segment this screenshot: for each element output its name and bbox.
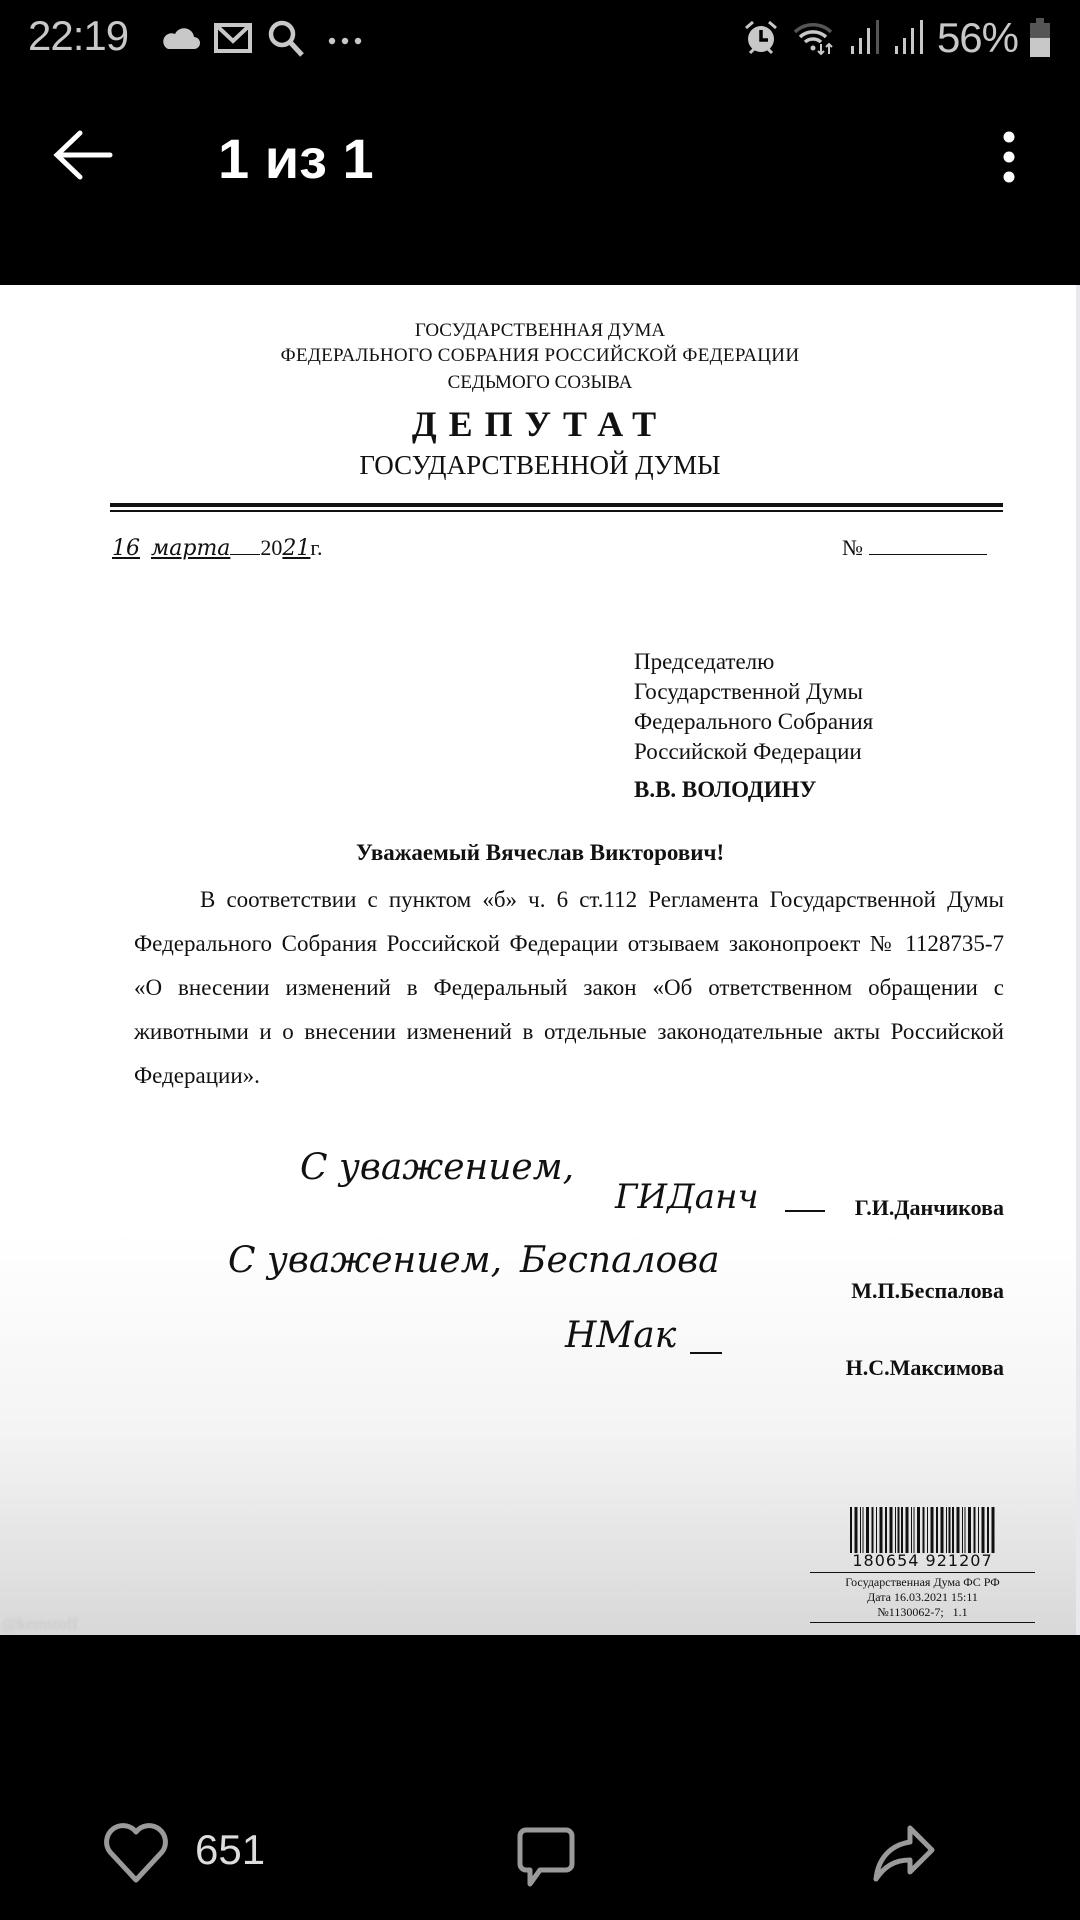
stamp-reg-number: №1130062-7; 1.1 (877, 1605, 968, 1619)
doc-title: ДЕПУТАТ (411, 404, 669, 444)
search-icon (266, 18, 306, 58)
comment-icon[interactable] (516, 1826, 576, 1888)
barcode-bar (956, 1507, 959, 1553)
barcode-bar (901, 1507, 903, 1553)
handwritten-greeting: С уважением, (228, 1240, 503, 1281)
mail-icon (214, 23, 252, 53)
addressee-block (634, 647, 873, 767)
handwritten-signature: Беспалова (520, 1240, 720, 1281)
barcode-bar (866, 1507, 869, 1553)
more-dots-icon (320, 23, 370, 53)
barcode-bar (850, 1507, 852, 1553)
barcode-bar (946, 1507, 947, 1553)
date-year-prefix: 20 (260, 535, 283, 560)
barcode-number: 180654 921207 (852, 1551, 993, 1570)
battery-percent: 56% (936, 14, 1018, 61)
addressee-name: В.В. ВОЛОДИНУ (634, 777, 817, 802)
battery-icon (1028, 18, 1052, 58)
barcode-bar (978, 1507, 979, 1553)
arrow-left-icon[interactable] (52, 130, 114, 180)
status-right-icons (741, 14, 1052, 62)
barcode-bar (897, 1507, 899, 1553)
signature-stroke (690, 1352, 722, 1354)
barcode-bar (962, 1507, 963, 1553)
share-icon[interactable] (870, 1825, 936, 1883)
header-rule-thin (110, 510, 1003, 512)
registration-stamp (810, 1507, 1035, 1625)
stamp-date: Дата 16.03.2021 15:11 (867, 1590, 978, 1604)
barcode-bar (987, 1507, 989, 1553)
barcode-bar (981, 1507, 984, 1553)
status-bar (0, 0, 1080, 80)
addressee-line: Российской Федерации (634, 739, 862, 764)
barcode-bar (964, 1507, 965, 1553)
barcode-bar (927, 1507, 928, 1553)
doc-header-line2: ФЕДЕРАЛЬНОГО СОБРАНИЯ РОССИЙСКОЙ ФЕДЕРАЦИИ (280, 345, 800, 366)
doc-number (842, 535, 987, 561)
barcode-bar (952, 1507, 954, 1553)
barcode-bar (936, 1507, 938, 1553)
barcode-bar (862, 1507, 863, 1553)
barcode-bar (913, 1507, 914, 1553)
signatory-name: Н.С.Максимова (845, 1355, 1004, 1380)
signature-stroke (785, 1210, 825, 1212)
barcode-bar (885, 1507, 887, 1553)
doc-header-line1: ГОСУДАРСТВЕННАЯ ДУМА (414, 320, 666, 341)
addressee-line: Федерального Собрания (634, 709, 874, 734)
doc-date (112, 535, 322, 561)
number-label: № (842, 535, 863, 560)
cloud-icon (160, 25, 200, 51)
barcode-bar (876, 1507, 877, 1553)
barcode-bar (879, 1507, 882, 1553)
status-left-icons (160, 18, 370, 58)
page-counter-title: 1 из 1 (218, 127, 374, 190)
barcode-bar (860, 1507, 861, 1553)
status-time: 22:19 (28, 12, 129, 59)
date-day: 16 (112, 536, 140, 561)
letter-body (134, 878, 1004, 1098)
date-year-mark: г. (310, 535, 323, 560)
like-count: 651 (195, 1826, 266, 1873)
doc-subtitle: ГОСУДАРСТВЕННОЙ ДУМЫ (359, 450, 721, 480)
header-rule-thick (110, 503, 1003, 507)
stamp-org: Государственная Дума ФС РФ (845, 1575, 1000, 1589)
salutation: Уважаемый Вячеслав Викторович! (355, 840, 725, 865)
app-bar (0, 80, 1080, 285)
barcode-bar (889, 1507, 892, 1553)
more-vertical-icon[interactable] (994, 128, 1024, 188)
handwritten-greeting: С уважением, (300, 1147, 575, 1188)
signal-icon (849, 18, 883, 58)
watermark: @kemstoff (2, 1614, 78, 1633)
heart-icon[interactable] (100, 1820, 172, 1886)
addressee-line: Председателю (634, 649, 775, 674)
handwritten-signature: ГИДанч (615, 1177, 759, 1217)
signal-icon (893, 18, 927, 58)
barcode-bar (905, 1507, 908, 1553)
barcode-bar (917, 1507, 920, 1553)
document-edge (1076, 285, 1080, 1635)
barcode-bar (895, 1507, 896, 1553)
barcode-bar (922, 1507, 924, 1553)
barcode-bar (968, 1507, 971, 1553)
date-year-suffix: 21 (282, 536, 311, 561)
barcode-bar (948, 1507, 950, 1553)
alarm-icon (741, 18, 781, 58)
doc-header-line3: СЕДЬМОГО СОЗЫВА (447, 372, 633, 393)
letter-paragraph: В соответствии с пунктом «б» ч. 6 ст.112 Регламента Государственной Думы Федерального Собрания Российской Федерации отзываем законопроект № 1128735-7 «О внесении изменений в Федеральный закон «Об ответственном обращении с животными и о внесении изменений в отдельные законодательные акты Российской Федерации». (134, 887, 1004, 1088)
barcode-bar (871, 1507, 873, 1553)
document-image[interactable] (0, 285, 1080, 1635)
wifi-icon (791, 18, 839, 58)
barcode-bar (854, 1507, 857, 1553)
barcode (848, 1507, 998, 1553)
date-month: марта (151, 536, 231, 561)
handwritten-signature: НМак (565, 1315, 677, 1356)
barcode-bar (940, 1507, 943, 1553)
signatory-name: М.П.Беспалова (851, 1278, 1004, 1303)
signatory-name: Г.И.Данчикова (854, 1195, 1004, 1220)
barcode-bar (911, 1507, 912, 1553)
barcode-bar (930, 1507, 933, 1553)
barcode-bar (991, 1507, 994, 1553)
barcode-bar (973, 1507, 975, 1553)
addressee-line: Государственной Думы (634, 679, 863, 704)
